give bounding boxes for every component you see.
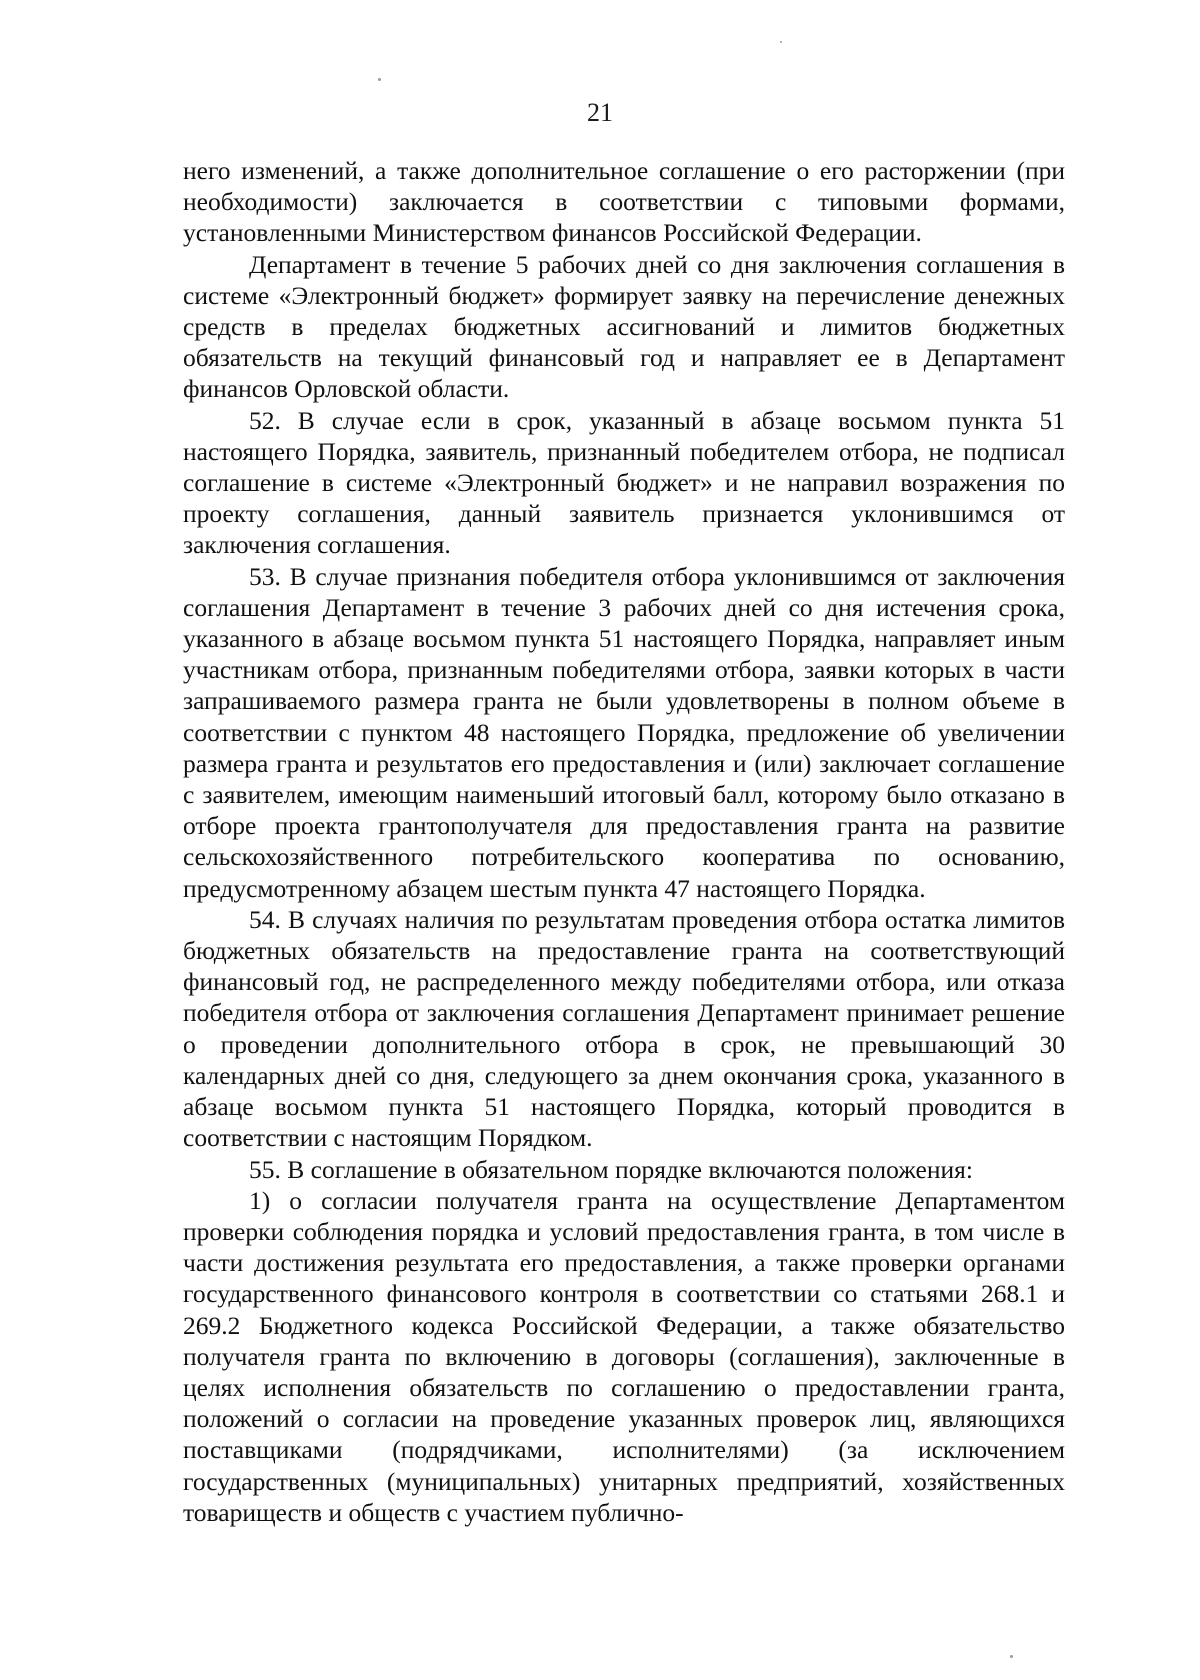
paragraph-clause-55-item-1: 1) о согласии получателя гранта на осуществление Департаментом проверки соблюдения порядка и условий предоставления гранта, в том числе в части достижения результата его предоставления, а также проверки органами государственного финансового контроля в соответствии со статьями 268.1 и 269.2 Бюджетного кодекса Российской Федерации, а также обязательство получателя гранта по включению в договоры (соглашения), заключенные в целях исполнения обязательств по соглашению о предоставлении гранта, положений о согласии на проведение указанных проверок лиц, являющихся поставщиками (подрядчиками, исполнителями) (за исключением государственных (муниципальных) унитарных предприятий, хозяйственных товариществ и обществ с участием публично-: [183, 1185, 1065, 1527]
body-text: [183, 155, 1065, 1528]
scan-speck: [378, 78, 381, 81]
paragraph-department-request: Департамент в течение 5 рабочих дней со дня заключения соглашения в системе «Электронный бюджет» формирует заявку на перечисление денежных средств в пределах бюджетных ассигнований и лимитов бюджетных обязательств на текущий финансовый год и направляет ее в Департамент финансов Орловской области.: [183, 249, 1065, 404]
scan-speck: [1010, 1655, 1013, 1658]
paragraph-clause-54: 54. В случаях наличия по результатам проведения отбора остатка лимитов бюджетных обязательств на предоставление гранта на соответствующий финансовый год, не распределенного между победителями отбора, или отказа победителя отбора от заключения соглашения Департамент принимает решение о проведении дополнительного отбора в срок, не превышающий 30 календарных дней со дня, следующего за днем окончания срока, указанного в абзаце восьмом пункта 51 настоящего Порядка, который проводится в соответствии с настоящим Порядком.: [183, 904, 1065, 1153]
paragraph-clause-53: 53. В случае признания победителя отбора уклонившимся от заключения соглашения Департамент в течение 3 рабочих дней со дня истечения срока, указанного в абзаце восьмом пункта 51 настоящего Порядка, направляет иным участникам отбора, признанным победителями отбора, заявки которых в части запрашиваемого размера гранта не были удовлетворены в полном объеме в соответствии с пунктом 48 настоящего Порядка, предложение об увеличении размера гранта и результатов его предоставления и (или) заключает соглашение с заявителем, имеющим наименьший итоговый балл, которому было отказано в отборе проекта грантополучателя для предоставления гранта на развитие сельскохозяйственного потребительского кооператива по основанию, предусмотренному абзацем шестым пункта 47 настоящего Порядка.: [183, 561, 1065, 903]
paragraph-clause-55: 55. В соглашение в обязательном порядке включаются положения:: [249, 1154, 973, 1184]
paragraph-continuation: него изменений, а также дополнительное соглашение о его расторжении (при необходимости) заключается в соответствии с типовыми формами, установленными Министерством финансов Российской Федерации.: [183, 156, 1065, 248]
page-number: 21: [587, 98, 613, 127]
scan-speck: [780, 41, 782, 43]
paragraph-clause-52: 52. В случае если в срок, указанный в абзаце восьмом пункта 51 настоящего Порядка, заявитель, признанный победителем отбора, не подписал соглашение в системе «Электронный бюджет» и не направил возражения по проекту соглашения, данный заявитель признается уклонившимся от заключения соглашения.: [183, 405, 1065, 560]
